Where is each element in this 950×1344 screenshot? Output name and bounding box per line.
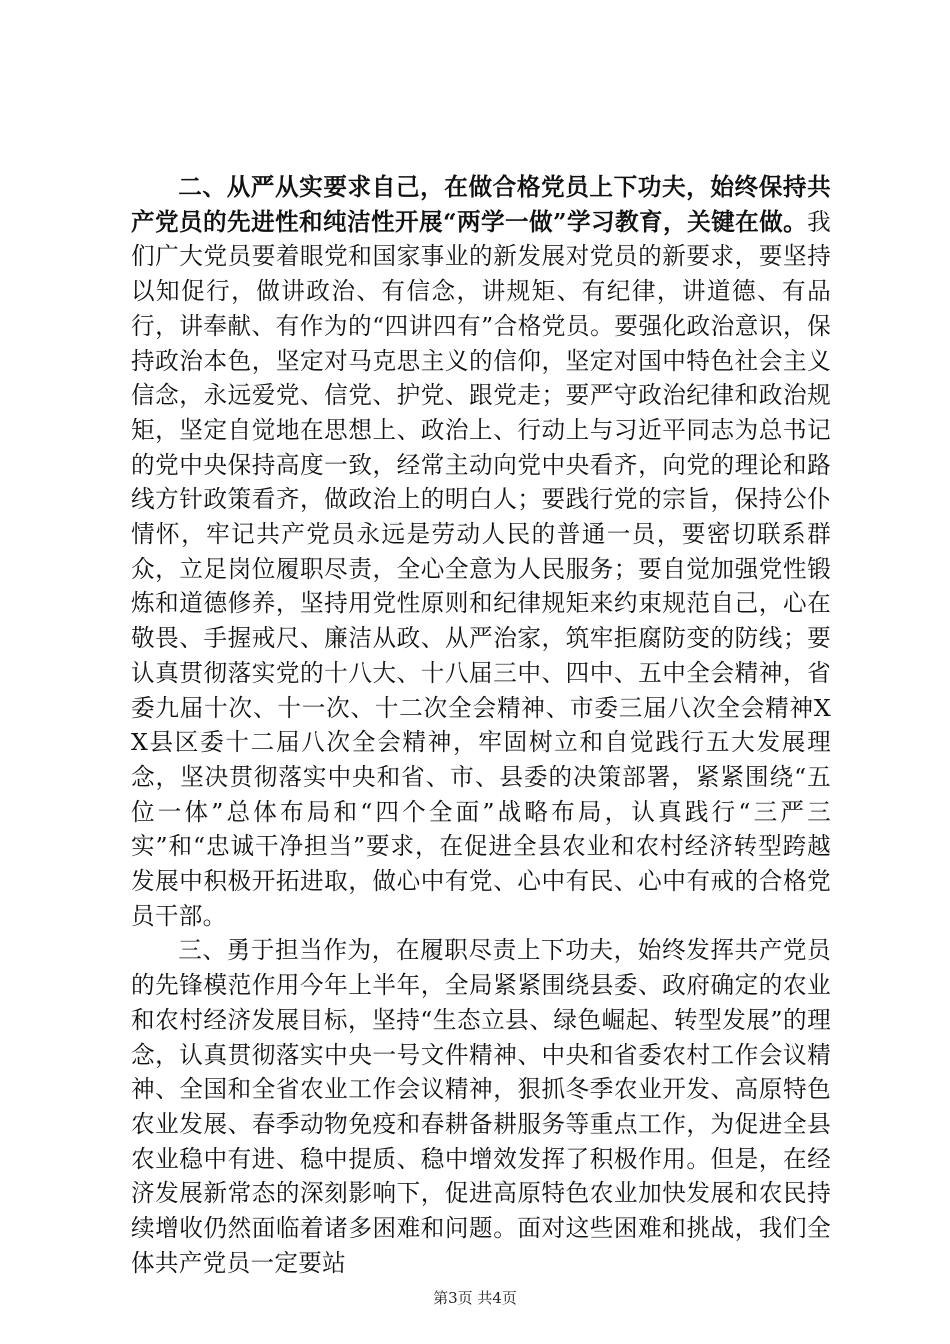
document-body [131,170,831,1281]
paragraph-section-three [131,933,831,1280]
paragraph-lead-heading: 二、从严从实要求自己，在做合格党员上下功夫，始终保持共产党员的先进性和纯洁性开展“两学一做”学习教育，关键在做。 [131,173,831,236]
paragraph-section-two [131,170,831,933]
paragraph-body-text: 我们广大党员要着眼党和国家事业的新发展对党员的新要求，要坚持以知促行，做讲政治、有信念，讲规矩、有纪律，讲道德、有品行，讲奉献、有作为的“四讲四有”合格党员。要强化政治意识，保持政治本色，坚定对马克思主义的信仰，坚定对国中特色社会主义信念，永远爱党、信党、护党、跟党走；要严守政治纪律和政治规矩，坚定自觉地在思想上、政治上、行动上与习近平同志为总书记的党中央保持高度一致，经常主动向党中央看齐，向党的理论和路线方针政策看齐，做政治上的明白人；要践行党的宗旨，保持公仆情怀，牢记共产党员永远是劳动人民的普通一员，要密切联系群众，立足岗位履职尽责，全心全意为人民服务；要自觉加强党性锻炼和道德修养，坚持用党性原则和纪律规矩来约束规范自己，心在敬畏、手握戒尺、廉洁从政、从严治家，筑牢拒腐防变的防线；要认真贯彻落实党的十八大、十八届三中、四中、五中全会精神，省委九届十次、十一次、十二次全会精神、市委三届八次全会精神XX县区委十二届八次全会精神，牢固树立和自觉践行五大发展理念，坚决贯彻落实中央和省、市、县委的决策部署，紧紧围绕“五位一体”总体布局和“四个全面”战略布局，认真践行“三严三实”和“忠诚干净担当”要求，在促进全县农业和农村经济转型跨越发展中积极开拓进取，做心中有党、心中有民、心中有戒的合格党员干部。 [131,207,831,930]
page-number-footer: 第3页 共4页 [433,1289,517,1307]
paragraph-body-text: 三、勇于担当作为，在履职尽责上下功夫，始终发挥共产党员的先锋模范作用今年上半年，全局紧紧围绕县委、政府确定的农业和农村经济发展目标，坚持“生态立县、绿色崛起、转型发展”的理念，认真贯彻落实中央一号文件精神、中央和省委农村工作会议精神、全国和全省农业工作会议精神，狠抓冬季农业开发、高原特色农业发展、春季动物免疫和春耕备耕服务等重点工作，为促进全县农业稳中有进、稳中提质、稳中增效发挥了积极作用。但是，在经济发展新常态的深刻影响下，促进高原特色农业加快发展和农民持续增收仍然面临着诸多困难和问题。面对这些困难和挑战，我们全体共产党员一定要站 [131,936,831,1277]
